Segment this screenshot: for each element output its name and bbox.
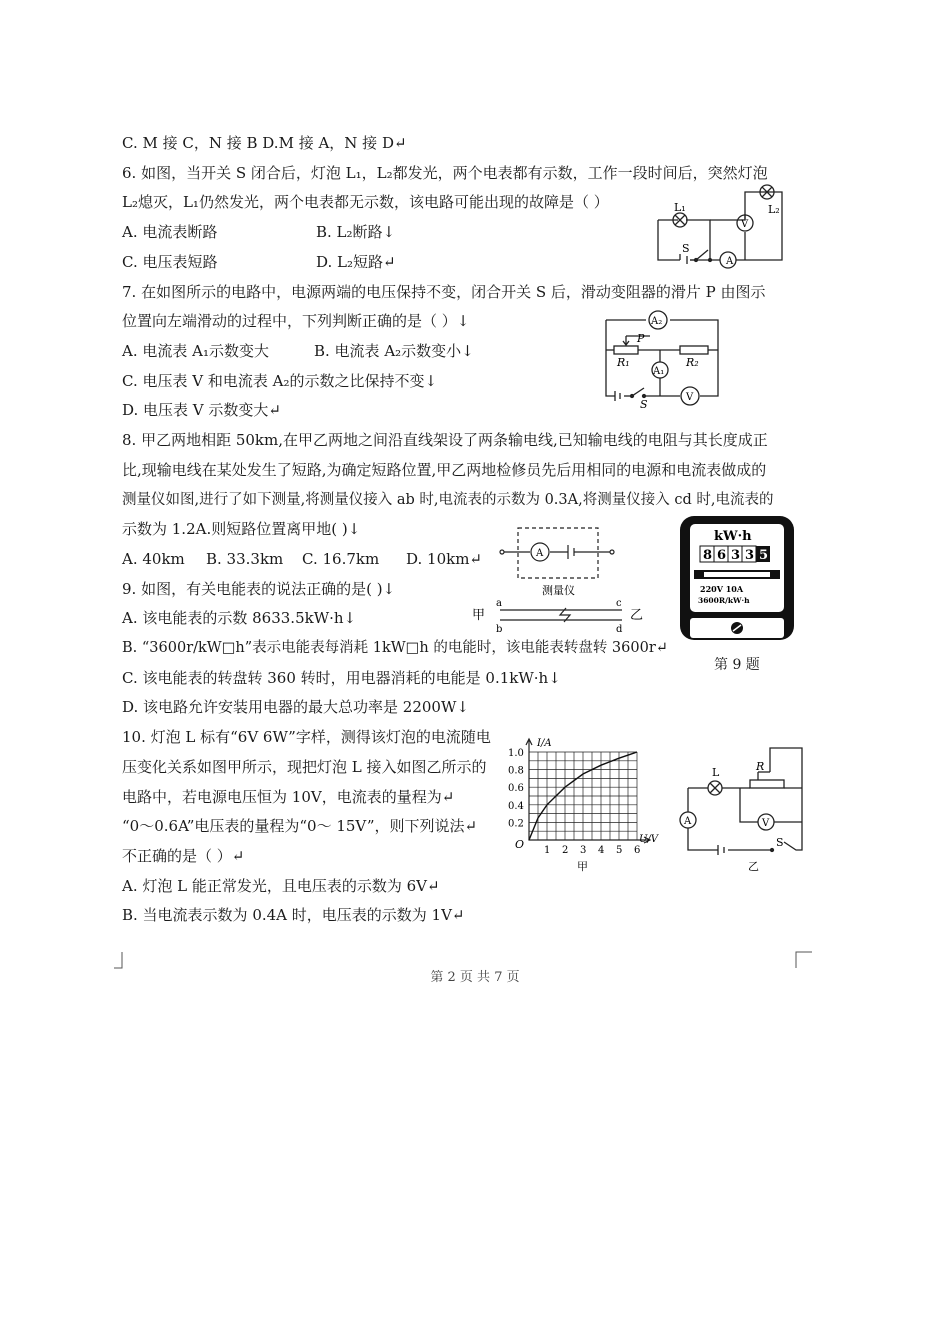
q9-stem: 9. 如图，有关电能表的说法正确的是( )↓ — [122, 580, 396, 598]
q7-stem-line1: 7. 在如图所示的电路中，电源两端的电压保持不变，闭合开关 S 后，滑动变阻器的滑片 P 由图示 — [122, 283, 766, 301]
p-label: P — [637, 332, 645, 345]
q8-stem-line1: 8. 甲乙两地相距 50km,在甲乙两地之间沿直线架设了两条输电线,已知输电线的电阻与其长度成正 — [122, 431, 768, 449]
q6-stem-line1: 6. 如图，当开关 S 闭合后，灯泡 L₁，L₂都发光，两个电表都有示数，工作一段时间后，突然灯泡 — [122, 164, 768, 182]
q10-option-b: B. 当电流表示数为 0.4A 时，电压表的示数为 1V↵ — [122, 906, 465, 924]
q6-option-d: D. L₂短路↵ — [316, 253, 396, 271]
q8-option-d: D. 10km↵ — [406, 550, 482, 568]
x-tick-label: 3 — [580, 845, 587, 856]
y-tick-label: 0.4 — [508, 800, 524, 812]
x-tick-label: 2 — [562, 845, 569, 856]
q8-option-a: A. 40km — [122, 550, 185, 568]
svg-text:V: V — [762, 818, 770, 829]
q6-option-b: B. L₂断路↓ — [316, 223, 396, 241]
s-label: S — [640, 398, 648, 411]
q5-options-cd: C. M 接 C，N 接 B D.M 接 A，N 接 D↵ — [122, 134, 407, 152]
q10-circuit-diagram — [678, 742, 808, 872]
q9-option-d: D. 该电路允许安装用电器的最大总功率是 2200W↓ — [122, 698, 469, 716]
y-tick-label: 0.2 — [508, 818, 524, 830]
x-tick-label: 1 — [544, 845, 551, 856]
rheostat-label: R — [756, 760, 765, 773]
meter-label: 测量仪 — [542, 584, 575, 597]
switch-label: S — [682, 242, 690, 255]
l2-label: L₂ — [768, 203, 780, 216]
meter-rating: 220V 10A — [700, 584, 744, 594]
q10-stem-line2: 压变化关系如图甲所示，现把灯泡 L 接入如图乙所示的 — [122, 758, 487, 776]
page-footer: 第 2 页 共 7 页 — [430, 970, 520, 985]
y-tick-label: 0.6 — [508, 783, 524, 795]
q9-option-c: C. 该电能表的转盘转 360 转时，用电器消耗的电能是 0.1kW·h↓ — [122, 669, 561, 687]
meter-rev: 3600R/kW·h — [698, 596, 750, 605]
x-tick-label: 6 — [634, 845, 641, 856]
q7-option-a: A. 电流表 A₁示数变大 — [122, 342, 269, 360]
q10-stem-line1: 10. 灯泡 L 标有“6V 6W”字样，测得该灯泡的电流随电 — [122, 728, 491, 746]
caption-jia: 甲 — [577, 860, 588, 873]
q8-stem-line2: 比,现输电线在某处发生了短路,为确定短路位置,甲乙两地检修员先后用相同的电源和电流表做成的 — [122, 461, 767, 479]
meter-digits — [700, 546, 770, 563]
switch-label: S — [776, 836, 784, 849]
q7-circuit-diagram — [600, 308, 725, 413]
origin-label: O — [515, 838, 525, 851]
q8-measure-diagram — [470, 522, 650, 640]
q6-option-a: A. 电流表断路 — [122, 223, 218, 241]
lamp-label: L — [712, 766, 720, 779]
digit-4: 3 — [745, 548, 755, 563]
xlabel: U/V — [639, 834, 659, 845]
terminal-b: b — [496, 624, 503, 635]
q7-option-c: C. 电压表 V 和电流表 A₂的示数之比保持不变↓ — [122, 372, 438, 390]
place-jia: 甲 — [472, 608, 486, 623]
terminal-c: c — [616, 598, 622, 609]
digit-1: 8 — [703, 548, 713, 563]
digit-2: 6 — [717, 548, 727, 563]
terminal-d: d — [616, 624, 623, 635]
q10-iv-graph — [505, 728, 659, 878]
x-tick-label: 4 — [598, 845, 605, 856]
v-label: V — [686, 392, 694, 403]
y-tick-label: 1.0 — [508, 748, 524, 759]
q10-stem-line4: “0～0.6A”电压表的量程为“0～ 15V”，则下列说法↵ — [122, 817, 478, 835]
q7-option-b: B. 电流表 A₂示数变小↓ — [314, 342, 474, 360]
digit-5: 5 — [759, 548, 769, 563]
q6-stem-line2: L₂熄灭，L₁仍然发光，两个电表都无示数，该电路可能出现的故障是（ ） — [122, 193, 609, 211]
q6-circuit-diagram — [650, 180, 800, 275]
q7-option-d: D. 电压表 V 示数变大↵ — [122, 401, 281, 419]
q8-option-b: B. 33.3km — [206, 550, 284, 568]
caption-yi: 乙 — [748, 860, 759, 873]
place-yi: 乙 — [630, 608, 644, 623]
q6-option-c: C. 电压表短路 — [122, 253, 218, 271]
svg-text:A: A — [684, 816, 692, 827]
r2-label: R₂ — [686, 356, 699, 369]
q8-stem-line4: 示数为 1.2A.则短路位置离甲地( )↓ — [122, 520, 361, 538]
a1-label: A₁ — [653, 366, 665, 377]
ammeter-letter: A — [536, 548, 544, 559]
meter-unit: kW·h — [714, 529, 752, 544]
x-tick-label: 5 — [616, 845, 623, 856]
r1-label: R₁ — [617, 356, 630, 369]
terminal-a: a — [496, 598, 502, 609]
q9-option-a: A. 该电能表的示数 8633.5kW·h↓ — [122, 609, 357, 627]
q9-option-b: B. “3600r/kW□h”表示电能表每消耗 1kW□h 的电能时，该电能表转盘转 3600r↵ — [122, 640, 668, 656]
y-tick-label: 0.8 — [508, 765, 524, 777]
digit-3: 3 — [731, 548, 741, 563]
q8-stem-line3: 测量仪如图,进行了如下测量,将测量仪接入 ab 时,电流表的示数为 0.3A,将测量仪接入 cd 时,电流表的 — [122, 492, 774, 508]
q10-option-a: A. 灯泡 L 能正常发光，且电压表的示数为 6V↵ — [122, 877, 440, 895]
ylabel: I/A — [537, 738, 552, 749]
l1-label: L₁ — [674, 201, 686, 214]
q10-stem-line3: 电路中，若电源电压恒为 10V，电流表的量程为↵ — [122, 788, 455, 806]
q8-option-c: C. 16.7km — [302, 550, 380, 568]
q9-electric-meter — [678, 514, 796, 644]
a2-label: A₂ — [651, 316, 663, 327]
q10-stem-line5: 不正确的是（ ）↵ — [122, 847, 245, 865]
q7-stem-line2: 位置向左端滑动的过程中，下列判断正确的是（ ）↓ — [122, 312, 470, 330]
voltmeter-label: V — [741, 219, 749, 230]
q9-caption: 第 9 题 — [714, 657, 760, 673]
ammeter-label: A — [726, 256, 734, 267]
